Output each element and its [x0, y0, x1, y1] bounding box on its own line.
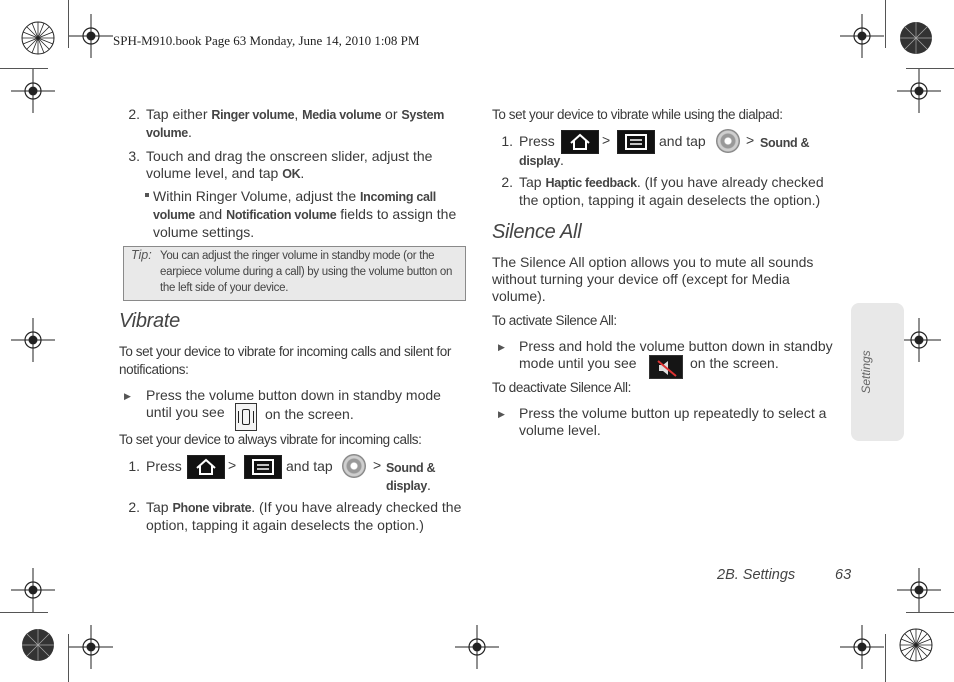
- deactivate-label: To deactivate Silence All:: [492, 380, 631, 395]
- print-slug: SPH-M910.book Page 63 Monday, June 14, 2010 1:08 PM: [113, 33, 420, 48]
- activate-item: Press and hold the volume button down in standby mode until you see: [519, 338, 833, 371]
- tip-label: Tip:: [131, 248, 152, 262]
- bullet-text: Within Ringer Volume, adjust the Incoming call volume and Notification volume fields to assign the volume settings.: [153, 188, 457, 240]
- greater-than: >: [373, 457, 382, 473]
- and-tap-label: and tap: [659, 133, 706, 149]
- arrow-bullet-icon: ▶: [498, 409, 505, 419]
- greater-than: >: [602, 132, 611, 148]
- vibrate-heading: Vibrate: [119, 310, 180, 332]
- step-number: 1.: [501, 133, 513, 149]
- bullet-square: [145, 193, 149, 197]
- mute-speaker-icon: [649, 355, 683, 379]
- and-tap-label: and tap: [286, 458, 333, 474]
- settings-gear-icon: [342, 454, 366, 478]
- tip-text: You can adjust the ringer volume in standby mode (or the earpiece volume during a call) by using the volume button on the left side of your device.: [160, 250, 453, 294]
- page-number: 63: [835, 567, 852, 583]
- step-2-text: Tap either Ringer volume, Media volume or System volume.: [146, 106, 445, 140]
- greater-than: >: [228, 457, 237, 473]
- vibrate-item: Press the volume button down in standby mode until you see: [146, 387, 441, 420]
- step-number: 2.: [501, 174, 513, 190]
- dialpad-intro: To set your device to vibrate while using the dialpad:: [492, 107, 783, 122]
- step-3-text: Touch and drag the onscreen slider, adjust the volume level, and tap OK.: [146, 148, 433, 181]
- step-number: 2.: [128, 499, 140, 515]
- arrow-bullet-icon: ▶: [498, 342, 505, 352]
- menu-icon: [244, 455, 282, 479]
- always-vibrate-intro: To set your device to always vibrate for incoming calls:: [119, 432, 422, 447]
- phone-vibrate-step: Tap Phone vibrate. (If you have already checked the option, tapping it again deselects the option.): [146, 499, 462, 533]
- step-number: 3.: [128, 148, 140, 164]
- activate-item-end: on the screen.: [690, 355, 779, 371]
- greater-than: >: [746, 132, 755, 148]
- silence-all-description: The Silence All option allows you to mute all sounds without turning your device off (except for Media volume).: [492, 254, 814, 304]
- press-label: Press: [146, 458, 182, 474]
- activate-label: To activate Silence All:: [492, 313, 617, 328]
- silence-all-heading: Silence All: [492, 221, 582, 243]
- arrow-bullet-icon: ▶: [124, 391, 131, 401]
- section-tab-label: Settings: [859, 350, 873, 394]
- vibrate-icon: [235, 403, 257, 431]
- sound-display-label: Sound & display.: [386, 461, 436, 493]
- sound-display-label: Sound & display.: [519, 136, 810, 168]
- footer-section: 2B. Settings: [717, 567, 796, 583]
- step-number: 1.: [128, 458, 140, 474]
- home-icon: [187, 455, 225, 479]
- vibrate-item-end: on the screen.: [265, 406, 354, 422]
- vibrate-intro: To set your device to vibrate for incoming calls and silent for notifications:: [119, 344, 451, 377]
- press-label: Press: [519, 133, 555, 149]
- deactivate-item: Press the volume button up repeatedly to select a volume level.: [519, 405, 827, 438]
- haptic-step: Tap Haptic feedback. (If you have already checked the option, tapping it again deselects the option.): [519, 174, 824, 208]
- step-number: 2.: [128, 106, 140, 122]
